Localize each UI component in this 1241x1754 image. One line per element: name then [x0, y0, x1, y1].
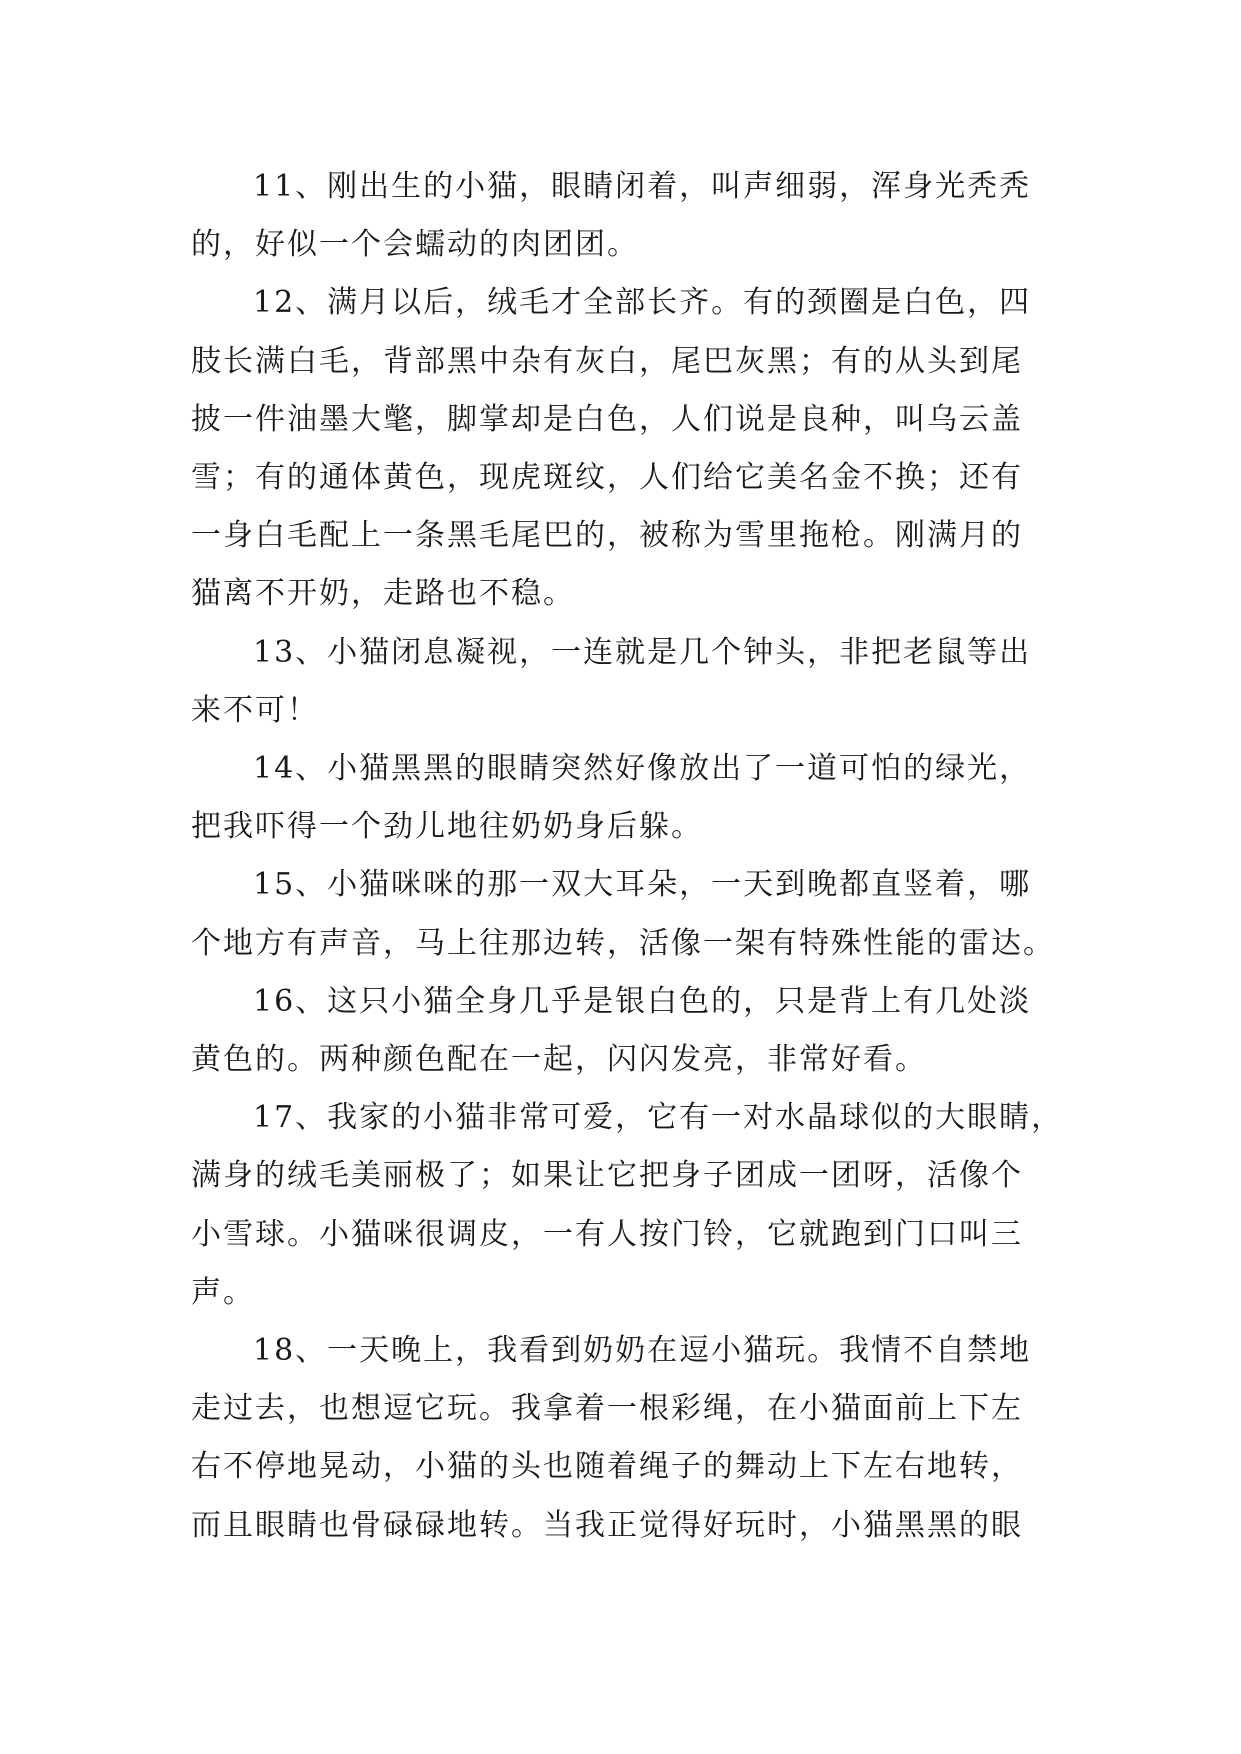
text-line: 肢长满白毛，背部黑中杂有灰白，尾巴灰黑；有的从头到尾: [191, 343, 1023, 379]
paragraph-13: [191, 624, 1061, 740]
text-line: 一身白毛配上一条黑毛尾巴的，被称为雪里拖枪。刚满月的: [191, 518, 1023, 554]
text-line: 满身的绒毛美丽极了；如果让它把身子团成一团呀，活像个: [191, 1158, 1023, 1194]
text-line: 声。: [191, 1274, 255, 1310]
paragraph-16: [191, 973, 1061, 1089]
paragraph-17: [191, 1089, 1064, 1322]
text-line: 的，好似一个会蠕动的肉团团。: [191, 227, 639, 263]
text-line: 雪；有的通体黄色，现虎斑纹，人们给它美名金不换；还有: [191, 460, 1023, 496]
text-line: 而且眼睛也骨碌碌地转。当我正觉得好玩时，小猫黑黑的眼: [191, 1507, 1023, 1543]
document-body: [191, 158, 1064, 1555]
text-line: 11、刚出生的小猫，眼睛闭着，叫声细弱，浑身光秃秃: [253, 169, 1032, 204]
paragraph-12: [191, 274, 1061, 623]
text-line: 黄色的。两种颜色配在一起，闪闪发亮，非常好看。: [191, 1042, 927, 1078]
text-line: 15、小猫咪咪的那一双大耳朵，一天到晚都直竖着，哪: [253, 867, 1032, 903]
text-line: 个地方有声音，马上往那边转，活像一架有特殊性能的雷达。: [191, 925, 1055, 961]
text-line: 猫离不开奶，走路也不稳。: [191, 576, 575, 612]
text-line: 把我吓得一个劲儿地往奶奶身后躲。: [191, 809, 703, 845]
paragraph-11: [191, 158, 1061, 274]
text-line: 小雪球。小猫咪很调皮，一有人按门铃，它就跑到门口叫三: [191, 1216, 1023, 1252]
text-line: 来不可！: [191, 692, 319, 728]
text-line: 右不停地晃动，小猫的头也随着绳子的舞动上下左右地转，: [191, 1449, 1023, 1485]
text-line: 17、我家的小猫非常可爱，它有一对水晶球似的大眼睛，: [253, 1100, 1064, 1136]
text-line: 披一件油墨大氅，脚掌却是白色，人们说是良种，叫乌云盖: [191, 401, 1023, 437]
paragraph-18: [191, 1322, 1061, 1555]
text-line: 18、一天晚上，我看到奶奶在逗小猫玩。我情不自禁地: [253, 1333, 1032, 1369]
text-line: 16、这只小猫全身几乎是银白色的，只是背上有几处淡: [253, 983, 1032, 1019]
text-line: 走过去，也想逗它玩。我拿着一根彩绳，在小猫面前上下左: [191, 1391, 1023, 1427]
text-line: 13、小猫闭息凝视，一连就是几个钟头，非把老鼠等出: [253, 634, 1032, 670]
text-line: 12、满月以后，绒毛才全部长齐。有的颈圈是白色，四: [253, 285, 1032, 321]
paragraph-14: [191, 740, 1061, 856]
text-line: 14、小猫黑黑的眼睛突然好像放出了一道可怕的绿光，: [253, 751, 1032, 787]
paragraph-15: [191, 856, 1061, 972]
